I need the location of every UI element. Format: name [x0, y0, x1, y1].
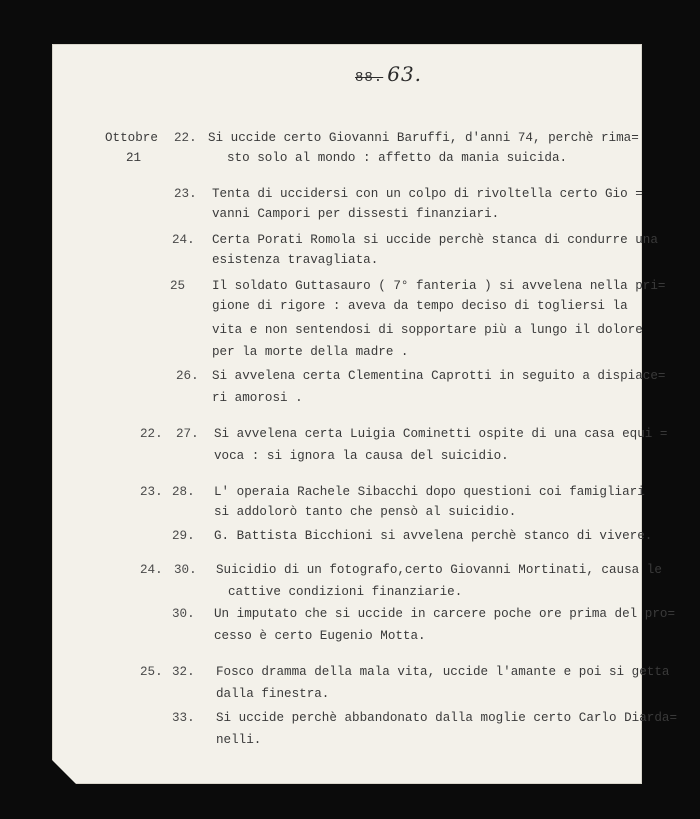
entry-line: si addolorò tanto che pensò al suicidio. [214, 505, 517, 519]
entry-line: Fosco dramma della mala vita, uccide l'amante e poi si getta [216, 665, 670, 679]
entry-line: Si uccide perchè abbandonato dalla moglie certo Carlo Diarda= [216, 711, 678, 725]
folded-corner [52, 760, 76, 784]
entry-line: Si avvelena certa Luigia Cominetti ospite di una casa equi = [214, 427, 668, 441]
entry-number: 22. [174, 131, 197, 145]
entry-number: 30. [172, 607, 195, 621]
old-page-number: 88. [355, 70, 384, 86]
entry-line: vanni Campori per dissesti finanziari. [212, 207, 500, 221]
date-month: Ottobre [105, 131, 158, 145]
entry-number: 26. [176, 369, 199, 383]
entry-date: 23. [140, 485, 163, 499]
entry-number: 32. [172, 665, 195, 679]
entry-line: Si uccide certo Giovanni Baruffi, d'anni 74, perchè rima= [208, 131, 639, 145]
entry-number: 28. [172, 485, 195, 499]
entry-line: vita e non sentendosi di sopportare più a lungo il dolore [212, 323, 643, 337]
entry-line: L' operaia Rachele Sibacchi dopo questioni coi famigliari [214, 485, 645, 499]
entry-line: Il soldato Guttasauro ( 7° fanteria ) si avvelena nella pri= [212, 279, 666, 293]
entry-line: Tenta di uccidersi con un colpo di rivoltella certo Gio = [212, 187, 643, 201]
entry-number: 24. [172, 233, 195, 247]
entry-line: cattive condizioni finanziarie. [228, 585, 463, 599]
entry-line: gione di rigore : aveva da tempo deciso di togliersi la [212, 299, 628, 313]
entry-line: dalla finestra. [216, 687, 330, 701]
entry-line: per la morte della madre . [212, 345, 409, 359]
date-day: 21 [126, 151, 142, 165]
new-page-number: 63. [387, 62, 423, 86]
entry-line: cesso è certo Eugenio Motta. [214, 629, 426, 643]
entry-number: 23. [174, 187, 197, 201]
entry-line: Suicidio di un fotografo,certo Giovanni Mortinati, causa le [216, 563, 662, 577]
entry-date: 22. [140, 427, 163, 441]
entry-line: G. Battista Bicchioni si avvelena perchè stanco di vivere. [214, 529, 653, 543]
entry-number: 25 [170, 279, 186, 293]
entry-number: 33. [172, 711, 195, 725]
entry-date: 24. [140, 563, 163, 577]
entry-line: voca : si ignora la causa del suicidio. [214, 449, 509, 463]
entry-number: 29. [172, 529, 195, 543]
entry-number: 27. [176, 427, 199, 441]
entry-line: ri amorosi . [212, 391, 303, 405]
entry-line: Un imputato che si uccide in carcere poche ore prima del pro= [214, 607, 676, 621]
entry-line: nelli. [216, 733, 262, 747]
entry-line: Si avvelena certa Clementina Caprotti in seguito a dispiace= [212, 369, 666, 383]
entry-date: 25. [140, 665, 163, 679]
page-number [355, 62, 422, 87]
entry-line: sto solo al mondo : affetto da mania suicida. [227, 151, 568, 165]
entry-number: 30. [174, 563, 197, 577]
entry-line: esistenza travagliata. [212, 253, 379, 267]
entry-line: Certa Porati Romola si uccide perchè stanca di condurre una [212, 233, 658, 247]
